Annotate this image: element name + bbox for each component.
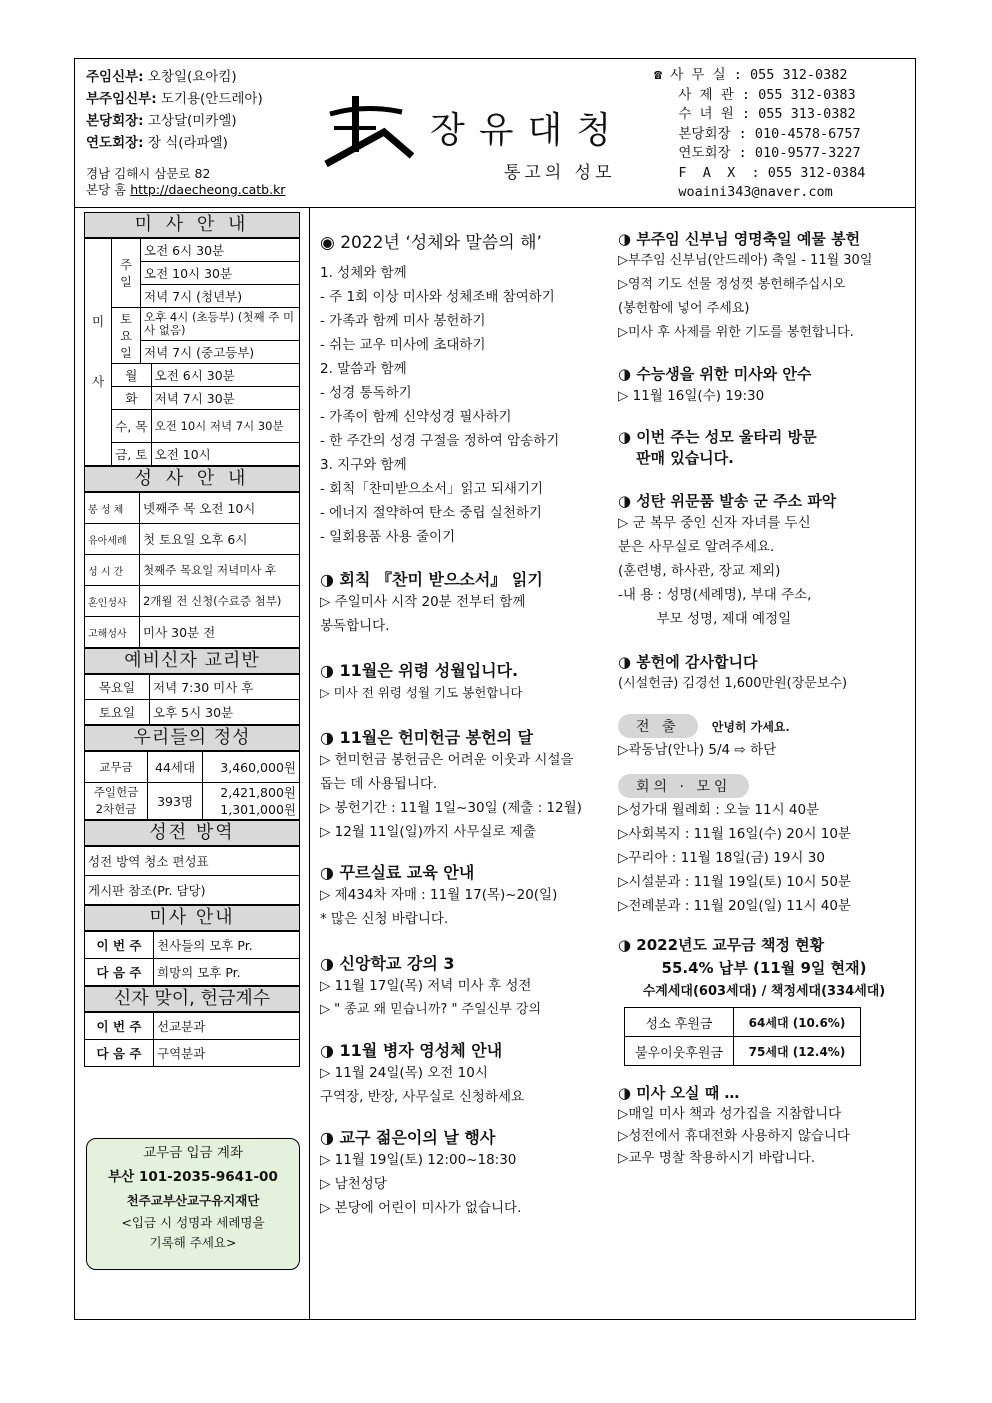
disinfection-line: 성전 방역 청소 편성표 — [85, 847, 300, 876]
list-item: ▷ " 종교 왜 믿습니까? " 주일신부 강의 — [320, 1002, 542, 1017]
list-item: ▷ 11월 16일(수) 19:30 — [618, 388, 765, 404]
sacrament-time: 첫째주 목요일 저녁미사 후 — [140, 555, 300, 586]
list-item: (훈련병, 하사관, 장교 제외) — [618, 563, 781, 579]
list-item: - 에너지 절약하여 탄소 중립 실천하기 — [320, 505, 542, 521]
offering-attendance: 393명 — [148, 783, 203, 820]
faith-school-title: ◑ 신앙학교 강의 3 — [320, 954, 455, 973]
sacrament-time: 넷째주 목 오전 10시 — [140, 493, 300, 524]
sacrament-name: 유아세례 — [85, 524, 140, 555]
sunday-label: 주 일 — [112, 239, 141, 308]
thanks-title: ◑ 봉헌에 감사합니다 — [618, 653, 758, 671]
list-item: ▷교우 명찰 착용하시기 바랍니다. — [618, 1150, 816, 1166]
offering-table — [84, 751, 300, 820]
weekday-tue-time: 저녁 7시 30분 — [151, 387, 299, 410]
greeting-heading: 신자 맞이, 헌금계수 — [84, 986, 300, 1012]
list-item: - 가족이 함께 신약성경 필사하기 — [320, 409, 512, 425]
saturday-time-2: 저녁 7시 (중고등부) — [141, 341, 300, 364]
mass-guide-group: 희망의 모후 Pr. — [154, 959, 300, 986]
account-title: 교무금 입금 계좌 — [143, 1145, 243, 1161]
catechumen-day: 목요일 — [85, 675, 150, 700]
list-item: ▷ 남천성당 — [320, 1176, 387, 1192]
sacrament-name: 성 시 간 — [85, 555, 140, 586]
right-column — [618, 228, 910, 1169]
mass-guide-table — [84, 931, 300, 986]
disinfection-line: 게시판 참조(Pr. 담당) — [85, 876, 300, 905]
weekday-tue: 화 — [112, 387, 152, 410]
rice-offering-title: ◑ 11월은 헌미헌금 봉헌의 달 — [320, 728, 534, 747]
cursillo-title: ◑ 꾸르실료 교육 안내 — [320, 863, 475, 882]
week-label: 다 음 주 — [85, 959, 154, 986]
list-item: ▷전례분과 : 11월 20일(일) 11시 40분 — [618, 898, 852, 914]
sacrament-name: 혼인성사 — [85, 586, 140, 617]
support-table — [624, 1007, 861, 1066]
disinfection-heading: 성전 방역 — [84, 820, 300, 846]
transfer-note: 안녕히 가세요. — [711, 720, 790, 734]
support-value: 64세대 (10.6%) — [734, 1008, 861, 1037]
list-item: - 쉬는 교우 미사에 초대하기 — [320, 337, 486, 353]
contact-president: 본당회장 : 010-4578-6757 — [654, 125, 861, 142]
list-item: - 주 1회 이상 미사와 성체조배 참여하기 — [320, 289, 555, 305]
list-item: ▷ 제434차 자매 : 11월 17(목)~20(일) — [320, 887, 558, 903]
contact-convent: 수 녀 원 : 055 313-0382 — [654, 106, 856, 122]
greeting-group: 구역분과 — [154, 1040, 300, 1067]
youth-day-title: ◑ 교구 젊은이의 날 행사 — [320, 1128, 496, 1147]
role-president: 본당회장: 고상달(미카엘) — [86, 113, 237, 129]
dues-rate: 55.4% 납부 (11월 9일 현재) — [661, 959, 867, 977]
mass-label: 미 사 — [85, 239, 112, 466]
list-item: ▷사회복지 : 11월 16일(수) 20시 10분 — [618, 826, 852, 842]
list-item: ▷성가대 월례회 : 오늘 11시 40분 — [618, 802, 820, 818]
disinfection-table — [84, 846, 300, 905]
account-note-2: 기록해 주세요> — [149, 1235, 237, 1250]
catechumen-table — [84, 674, 300, 725]
weekday-fri-sat-time: 오전 10시 — [151, 443, 299, 466]
saturday-time-1: 오후 4시 (초등부) (첫째 주 미사 없음) — [141, 308, 300, 341]
list-item: 구역장, 반장, 사무실로 신청하세요 — [320, 1089, 525, 1105]
list-item: ▷ 군 복무 중인 신자 자녀를 두신 — [618, 515, 811, 531]
altar-sale-title: ◑ 이번 주는 성모 울타리 방문 — [618, 428, 817, 446]
list-item: ▷ 본당에 어린이 미사가 없습니다. — [320, 1200, 522, 1216]
sunday-time-2: 오전 10시 30분 — [141, 262, 300, 285]
sacrament-heading: 성 사 안 내 — [84, 466, 300, 492]
list-item: ▷ 봉헌기간 : 11월 1일~30일 (제출 : 12월) — [320, 800, 582, 816]
list-item: - 일회용품 사용 줄이기 — [320, 529, 456, 545]
list-item: 2. 말씀과 함께 — [320, 361, 407, 377]
altar-sale-title-2: 판매 있습니다. — [636, 449, 734, 467]
mass-etiquette-title: ◑ 미사 오실 때 … — [618, 1084, 740, 1102]
offering-heading: 우리들의 정성 — [84, 725, 300, 751]
role-funeral: 연도회장: 장 식(라파엘) — [86, 135, 228, 151]
list-item: 분은 사무실로 알려주세요. — [618, 539, 775, 555]
middle-column — [320, 228, 616, 1220]
saturday-label: 토 요 일 — [112, 308, 141, 364]
list-item: ▷ 11월 17일(목) 저녁 미사 후 성전 — [320, 978, 532, 994]
list-item: ▷부주임 신부님(안드레아) 축일 - 11월 30일 — [618, 253, 873, 268]
mass-schedule-heading: 미 사 안 내 — [84, 212, 300, 238]
account-note-1: <입금 시 성명과 세례명을 — [121, 1215, 265, 1230]
list-item: 돕는 데 사용됩니다. — [320, 776, 438, 792]
offering-sunday-label: 주일헌금 2차헌금 — [85, 783, 148, 820]
list-item: ▷꾸리아 : 11월 18일(금) 19시 30 — [618, 850, 825, 866]
offering-dues-households: 44세대 — [148, 752, 203, 783]
year-theme-title: ◉ 2022년 ‘성체와 말씀의 해’ — [320, 233, 542, 253]
offering-sunday-amount: 2,421,800원 1,301,000원 — [203, 783, 300, 820]
souls-month-title: ◑ 11월은 위령 성월입니다. — [320, 661, 519, 680]
contact-fax: F A X : 055 312-0384 — [654, 164, 866, 181]
sick-communion-title: ◑ 11월 병자 영성체 안내 — [320, 1041, 503, 1060]
mass-schedule-table — [84, 238, 300, 466]
weekday-wed-thu-time: 오전 10시 저녁 7시 30분 — [151, 410, 299, 443]
list-item: - 가족과 함께 미사 봉헌하기 — [320, 313, 486, 329]
list-item: ▷ 11월 19일(토) 12:00~18:30 — [320, 1152, 517, 1168]
list-item: - 성경 통독하기 — [320, 385, 412, 401]
bank-account-box — [86, 1138, 300, 1270]
sacrament-name: 봉 성 체 — [85, 493, 140, 524]
list-item: ▷ 11월 24일(목) 오전 10시 — [320, 1065, 488, 1081]
sunday-time-1: 오전 6시 30분 — [141, 239, 300, 262]
list-item: (봉헌함에 넣어 주세요) — [618, 301, 750, 316]
weekday-mon: 월 — [112, 364, 152, 387]
sacrament-table — [84, 492, 300, 648]
year-theme-list — [320, 261, 616, 549]
parish-subtitle: 통고의 성모 — [504, 163, 616, 183]
week-label: 이 번 주 — [85, 932, 154, 959]
transfer-row — [618, 714, 910, 738]
sacrament-time: 미사 30분 전 — [140, 617, 300, 648]
exam-mass-title: ◑ 수능생을 위한 미사와 안수 — [618, 365, 812, 383]
contacts — [654, 66, 865, 203]
weekday-fri-sat: 금, 토 — [112, 443, 152, 466]
greeting-table — [84, 1012, 300, 1067]
meeting-label: 회의 · 모임 — [618, 774, 749, 798]
sacrament-time: 2개월 전 신청(수료증 첨부) — [140, 586, 300, 617]
list-item: ▷ 주일미사 시작 20분 전부터 함께 — [320, 594, 526, 610]
sacrament-name: 고해성사 — [85, 617, 140, 648]
list-item: ▷영적 기도 선물 정성껏 봉헌해주십시오 — [618, 277, 846, 292]
contact-rectory: 사 제 관 : 055 312-0383 — [654, 86, 856, 103]
mass-guide-heading: 미사 안내 — [84, 905, 300, 931]
dues-households: 수계세대(603세대) / 책정세대(334세대) — [642, 984, 886, 999]
catechumen-time: 오후 5시 30분 — [150, 700, 300, 725]
list-item: 3. 지구와 함께 — [320, 457, 407, 473]
encyclical-title: ◑ 회칙 『찬미 받으소서』 읽기 — [320, 570, 543, 589]
church-logo-icon — [324, 94, 414, 174]
meeting-row — [618, 774, 910, 798]
list-item: ▷미사 후 사제를 위한 기도를 봉헌합니다. — [618, 325, 854, 340]
homepage-link[interactable]: http://daecheong.catb.kr — [130, 182, 286, 197]
role-assistant: 부주임신부: 도기용(안드레아) — [86, 91, 263, 107]
list-item: (시설헌금) 김경선 1,600만원(장문보수) — [618, 676, 848, 691]
column-divider — [309, 208, 310, 1320]
list-item: 1. 성체와 함께 — [320, 265, 407, 281]
support-name: 불우이웃후원금 — [625, 1037, 734, 1066]
sacrament-time: 첫 토요일 오후 6시 — [140, 524, 300, 555]
mass-guide-group: 천사들의 모후 Pr. — [154, 932, 300, 959]
dues-status-title: ◑ 2022년도 교무금 책정 현황 — [618, 936, 825, 954]
account-number: 부산 101-2035-9641-00 — [108, 1169, 278, 1185]
list-item: ▷곽동남(안나) 5/4 ⇨ 하단 — [618, 742, 777, 758]
feast-title: ◑ 부주임 신부님 영명축일 예물 봉헌 — [618, 230, 861, 248]
offering-dues-amount: 3,460,000원 — [203, 752, 300, 783]
list-item: * 많은 신청 바랍니다. — [320, 911, 449, 927]
catechumen-time: 저녁 7:30 미사 후 — [150, 675, 300, 700]
list-item: - 한 주간의 성경 구절을 정하여 암송하기 — [320, 433, 560, 449]
list-item: ▷ 미사 전 위령 성월 기도 봉헌합니다 — [320, 685, 523, 700]
left-column — [84, 212, 300, 1067]
week-label: 이 번 주 — [85, 1013, 154, 1040]
catechumen-day: 토요일 — [85, 700, 150, 725]
catechumen-heading: 예비신자 교리반 — [84, 648, 300, 674]
list-item: ▷성전에서 휴대전화 사용하지 않습니다 — [618, 1128, 850, 1144]
list-item: ▷시설분과 : 11월 19일(토) 10시 50분 — [618, 874, 852, 890]
contact-funeral: 연도회장 : 010-9577-3227 — [654, 145, 861, 161]
list-item: ▷ 12월 11일(일)까지 사무실로 제출 — [320, 824, 536, 840]
address: 경남 김해시 삼문로 82 — [86, 166, 211, 181]
role-pastor: 주임신부: 오창일(요아킴) — [86, 69, 237, 85]
list-item: ▷ 헌미헌금 봉헌금은 어려운 이웃과 시설을 — [320, 752, 574, 768]
account-holder: 천주교부산교구유지재단 — [126, 1193, 260, 1208]
weekday-wed-thu: 수, 목 — [112, 410, 152, 443]
list-item: - 회칙「찬미받으소서」읽고 되새기기 — [320, 481, 544, 497]
sunday-time-3: 저녁 7시 (청년부) — [141, 285, 300, 308]
transfer-label: 전 출 — [618, 714, 698, 738]
contact-office: ☎ 사 무 실 : 055 312-0382 — [654, 67, 848, 83]
list-item: ▷매일 미사 책과 성가집을 지참합니다 — [618, 1106, 842, 1122]
parish-title: 장유대청 — [430, 110, 626, 151]
contact-email[interactable]: woaini343@naver.com — [654, 184, 833, 200]
christmas-parcel-title: ◑ 성탄 위문품 발송 군 주소 파악 — [618, 492, 837, 510]
header — [74, 58, 916, 208]
week-label: 다 음 주 — [85, 1040, 154, 1067]
list-item: -내 용 : 성명(세례명), 부대 주소, — [618, 587, 812, 603]
support-name: 성소 후원금 — [625, 1008, 734, 1037]
greeting-group: 선교분과 — [154, 1013, 300, 1040]
homepage: 본당 홈 http://daecheong.catb.kr — [86, 182, 286, 197]
list-item: 부모 성명, 제대 예정일 — [618, 611, 792, 627]
weekday-mon-time: 오전 6시 30분 — [151, 364, 299, 387]
support-value: 75세대 (12.4%) — [734, 1037, 861, 1066]
list-item: 봉독합니다. — [320, 618, 390, 634]
offering-dues-label: 교무금 — [85, 752, 148, 783]
